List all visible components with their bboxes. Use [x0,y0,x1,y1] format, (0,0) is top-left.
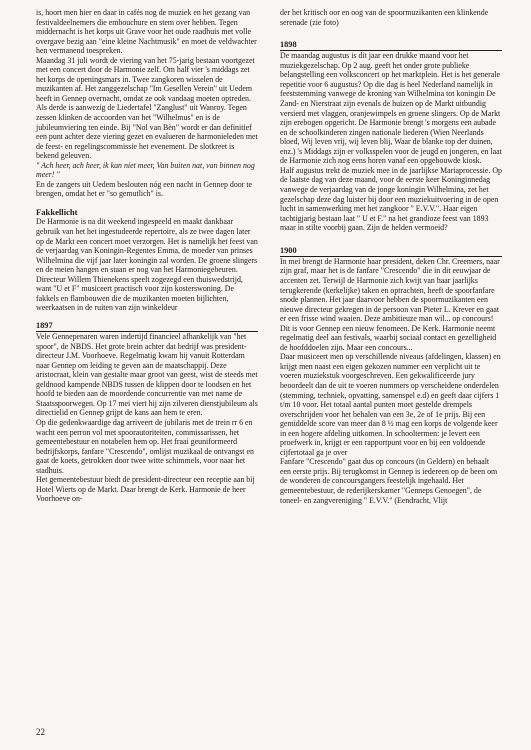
section-heading-1900: 1900 [280,246,502,257]
fakkellicht-paragraph-1: De Harmonie is na dit weekend ingespeeld en maakt dankbaar gebruik van het het ingestudeerde repertoire, als ze twee dagen later op de Markt een concert moet verzorgen. Het is namelijk het feest van de verjaardag van Koningin-Regentes Emma, de moeder van prinses Wilhelmina die vijf jaar later koningin zal worden. De groene slingers en de meien hangen en staan er nog van het Harmoniegebeuren. [36,217,258,275]
section-1900-paragraph-1: In mei brengt de Harmonie haar president, deken Chr. Creemers, naar zijn graf, maar het is de fanfare "Crescendo" die in dit eeuwjaar de accenten zet. Terwijl de Harmonie zich kwijt van haar jaarlijks terugkerende (kerkelijke) taken en optrachten, heeft de spoorfanfare snode plannen. Het jaar daarvoor hebben de spoormuzikanten een nieuwe directeur gekregen in de persoon van Pieter L. Krever en gaat er een frisse wind waaien. Deze ambitieuze man wil... op concours! Dit is voor Gennep een nieuw fenomeen. De Kerk. Harmonie neemt regelmatig deel aan festivals, waarbij sociaal contact en gezelligheid de hoofddoelen zijn. Maar een concours... [280,256,500,352]
section-1898-paragraph-2: Half augustus trekt de muziek mee in de jaarlijkse Mariaprocessie. Op de laatste dag van deze maand, voor de eerste keer Koninginnedag vanwege de verjaardag van de jonge koningin Wilhelmina, zet het gezelschap deze dag luister bij door een muziekuitvoering in de open lucht in samenwerking met het zangkoor " E.V.V.". Haar eigen tachtigjarig bestaan laat " U et F." na het grandioze feest van 1893 maar in stilte voorbij gaan. Zijn de helden vermoeid? [280,165,502,233]
section-heading-1897: 1897 [36,321,258,332]
intro-paragraph-1: is, hoort men hier en daar in cafés nog de muziek en het gezang van festivaldeelnemers die embouchure en stem over hebben. Tegen middernacht is het korps uit Grave voor het oude raadhuis met volle overgave bezig aan "eine kleine Nachtmusik" en moet de veldwachter hen vermanend toespreken. [36,8,257,56]
fakkellicht-paragraph-2: Directeur Willem Thienekens speelt zogezegd een thuiswedstrijd, want "U et F" musiceert practisch voor zijn kosterswoning. De fakkels en flambouwen die de muzikanten moeten bijlichten, weerkaatsen in de ruiten van zijn winkeldeur [36,274,243,313]
right-intro-paragraph: der het kritisch oor en oog van de spoormuzikanten een klinkende serenade (zie foto) [280,8,489,27]
section-1900-paragraph-3: Fanfare "Crescendo" gaat dus op concours (in Geldern) en behaalt een eerste prijs. Bij terugkomst in Gennep is iedereen op de been om de wonderen de concoursgangers feestelijk ingehaald. Het gemeentebestuur, de rederijkerskamer "Genneps Genoegen", de toneel- en zangvereniging " E.V.V." (Eendracht, Vlijt [280,457,498,505]
section-1900-paragraph-2: Daar musiceert men op verschillende niveaus (afdelingen, klassen) en krijgt men naast een eigen gekozen nummer een verplicht uit te voeren muziekstuk voorgeschreven. Een gekwalificeerde jury beoordeelt dan de uit te voeren nummers op verscheidene onderdelen (stemming, techniek, opvatting, samenspel e.d) en geeft daar cijfers 1 t/m 10 voor. Het totaal aantal punten moet gestelde drempels overschrijden voor het behalen van een 3e, 2e of 1e prijs. Bij een gemiddelde score van meer dan 8 ½ mag een korps de volgende keer in een hogere afdeling uitkomen. In schooltermen: je levert een proefwerk in, krijgt er een rapportpunt voor en bij een voldoende cijfertotaal ga je over [280,352,501,457]
section-1897-paragraph-1: Vele Gennepenaren waren indertijd financieel afhankelijk van "het spoor", de NBDS. Het grote brein achter dat bedrijf was president-directeur J.M. Voorhoeve. Regelmatig kwam hij vanuit Rotterdam naar Gennep om leiding te geven aan de maatschappij. Deze aristocraat, klein van gestalte maar groot van geest, wist de steeds met geldnood kampende NBDS tussen de klippen door te loodsen en het hoofd te bieden aan de moordende concurrentie van met name de Staatsspoorwegen. Op 17 mei viert hij zijn zilveren dienstjubileum als directielid en Gennep grijpt de kans aan hem te eren. [36,332,258,418]
section-heading-fakkellicht: Fakkellicht [36,206,78,217]
left-column [36,8,258,504]
slot-quote [36,161,258,180]
intro-paragraph-2: Maandag 31 juli wordt de viering van het 75-jarig bestaan voortgezet met een concert door de Harmonie zelf. Om half vier 's middags zet het korps de openingsmars in. Twee zangkoren wisselen de muzikanten af. Het zanggezelschap "Im Gesellen Verein" uit Uedem heeft in Gennep overnacht, omdat ze ook vandaag moeten optreden. Als derde is aanwezig de Liedertafel "Zanglust" uit Wanroy. Tegen zessen klinken de accoorden van het "Wilhelmus" en is de jubileumviering ten einde. Bij "Nol van Bèn" wordt er dan definitief een punt achter deze viering gezet en evalueren de harmonieleden met de feest- en regelingscommissie het evenement. De slotkreet is bekend geleuven. [36,55,258,161]
page-number: 22 [36,727,45,737]
section-1898-paragraph-1: De maandag augustus is dit jaar een drukke maand voor het muziekgezelschap. Op 2 aug. geeft het onder grote publieke belangstelling een volksconcert op het marktplein. Het is het generale repetitie voor 6 augustus? Op die dag is heel Nederland namelijk in feeststemming vanwege de kroning van Wilhelmina tot koningin De Zand- en Nierstraat zijn evenals de huizen op de Markt uitbundig versierd met vlaggen, oranjewimpels en groene slingers. Op de Markt zijn erebogen opgericht. De Harmonie brengt 's morgens een aubade en de schoolkinderen zingen nationale liederen (Wien Neerlands bloed, Wij leven vrij, wij leven blij, Waar de blanke top der duinen, enz.) 's Middags zijn er volksspelen voor de jeugd en jongeren, en laat de Harmonie zich nog eens horen vanaf een opgebouwde kiosk. [280,51,502,166]
slot-quote-text: " Ach heer, ach heer, ik kan niet meer, Van buiten nat, van binnen nog meer! " [36,160,255,180]
right-column [280,8,502,505]
section-1897-paragraph-3: Het gemeentebestuur biedt de president-directeur een receptie aan bij Hotel Wierts op de Markt. Daar brengt de Kerk. Harmonie de heer Voorhoeve on- [36,475,255,504]
section-1897-paragraph-2: Op die gedenkwaardige dag arriveert de jubilaris met de trein rr 6 en wacht een perron vol met spoorautoriteiten, commissarissen, het gemeentebestuur en notabelen hem op. Het fraai geuniformeerd bedrijfskorps, fanfare "Crescendo", omlijst muzikaal de ontvangst en gaat de koets, getrokken door twee witte schimmels, voor naar het stadhuis. [36,418,254,475]
section-heading-1898: 1898 [280,40,502,51]
intro-paragraph-3: En de zangers uit Uedem beslouten nóg een nacht in Gennep door te brengen, omdat het er "so gemutlich" is. [36,179,253,199]
